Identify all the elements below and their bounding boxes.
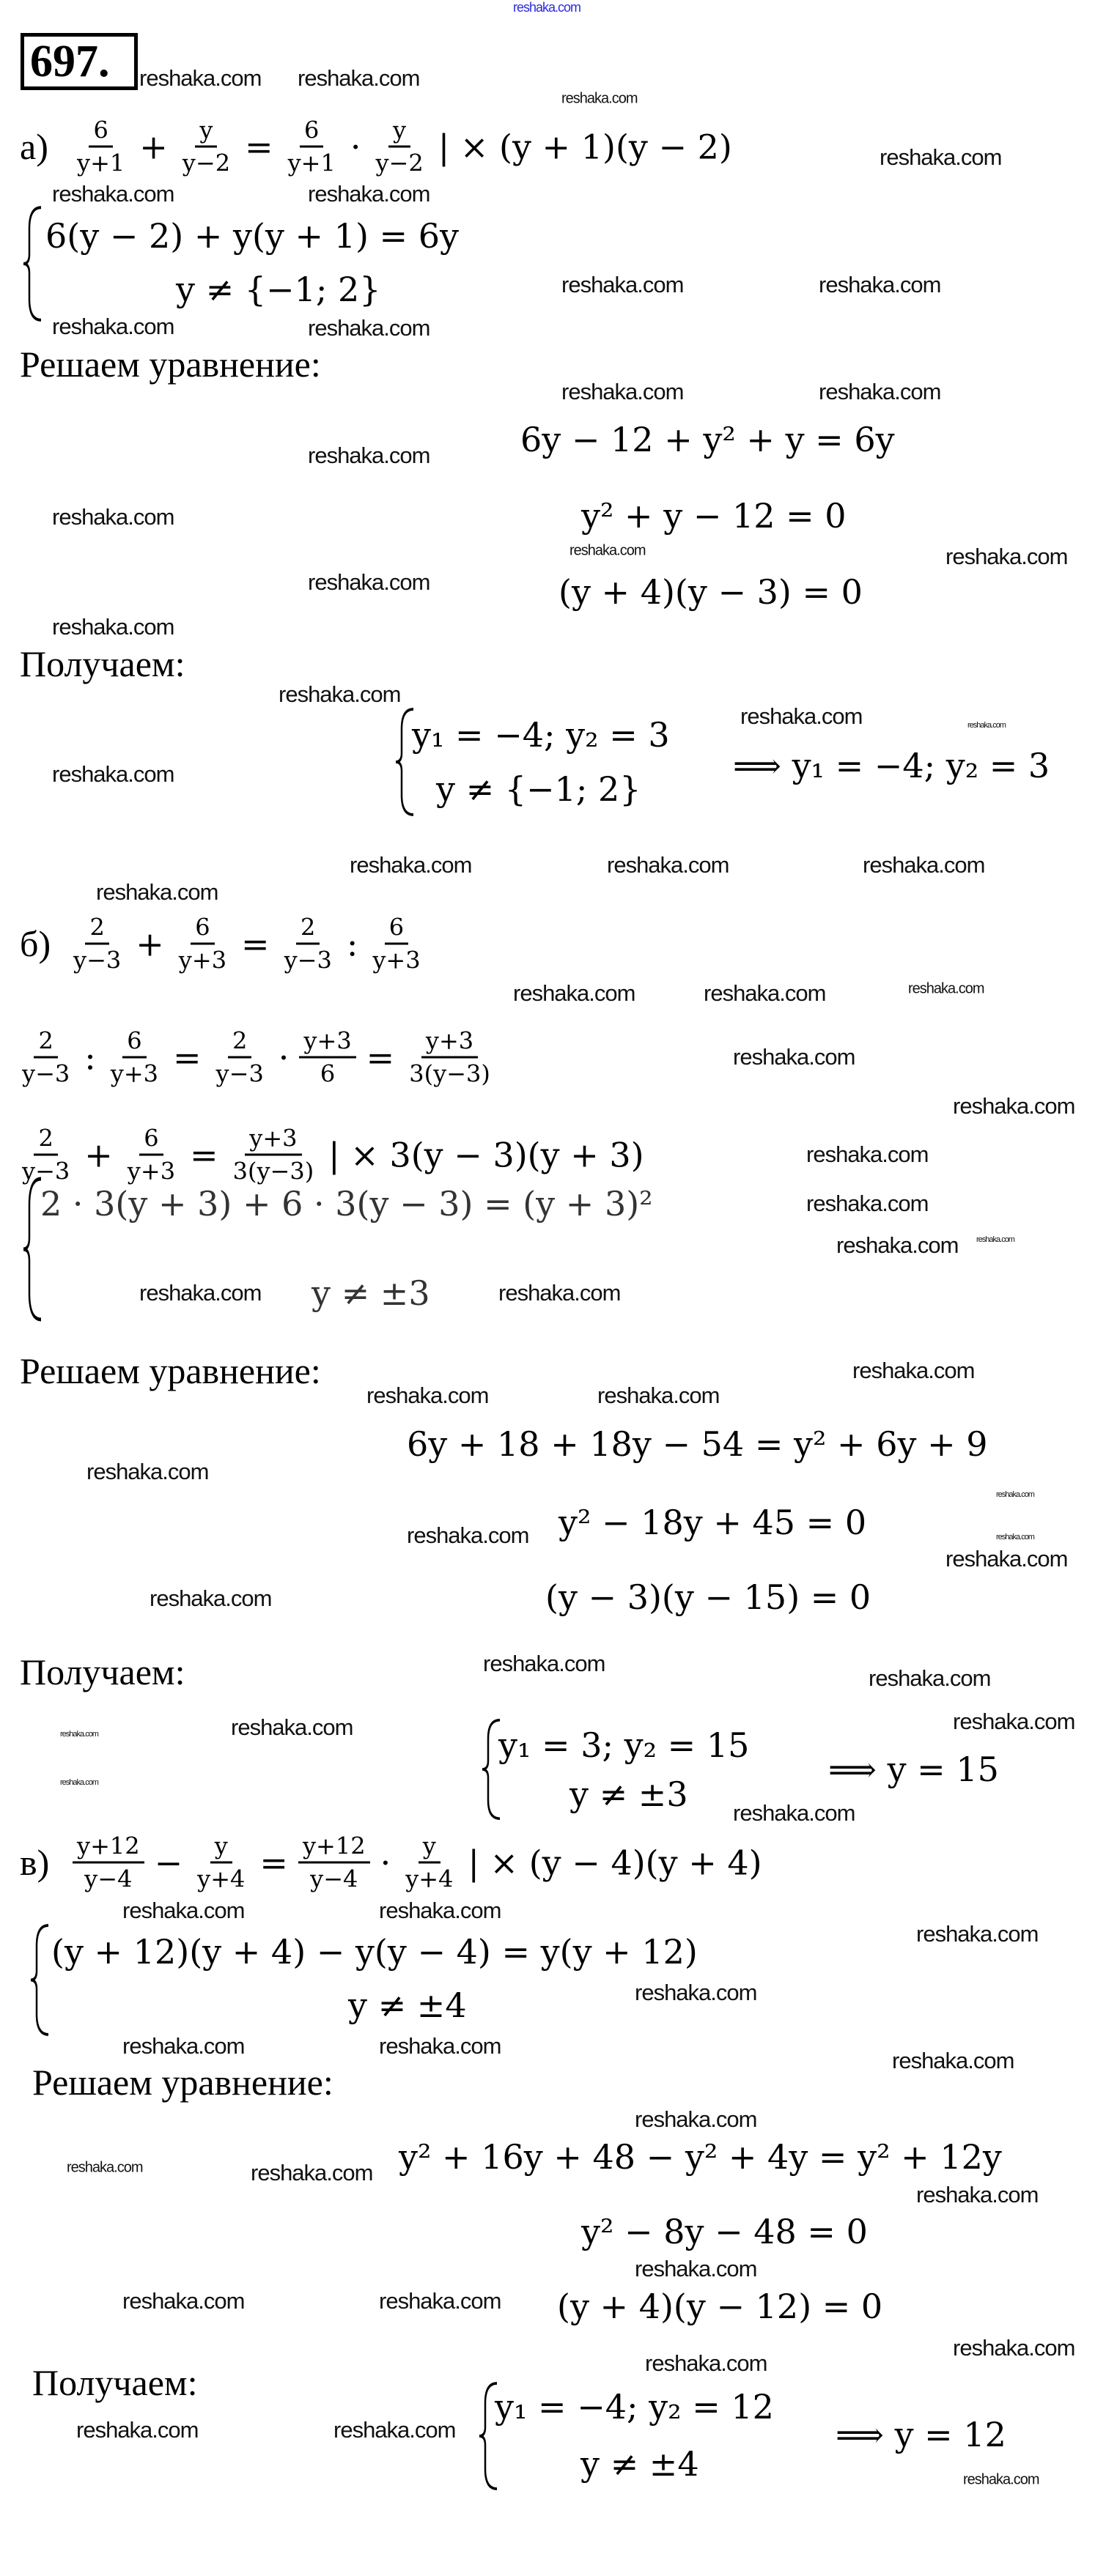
operator: = bbox=[173, 1037, 202, 1077]
part-b-result-line: y ≠ ±3 bbox=[569, 1774, 688, 1814]
part-a-result-label: Получаем: bbox=[20, 643, 185, 684]
denominator: y+4 bbox=[405, 1865, 454, 1893]
denominator: y−3 bbox=[215, 1059, 264, 1088]
part-a-result-line: y ≠ {−1; 2} bbox=[436, 769, 641, 809]
numerator: y+3 bbox=[245, 1125, 301, 1156]
numerator: 6 bbox=[122, 1027, 146, 1059]
watermark: reshaka.com bbox=[645, 2350, 767, 2376]
operator: = bbox=[190, 1135, 218, 1174]
watermark: reshaka.com bbox=[498, 1280, 621, 1306]
numerator: y+12 bbox=[298, 1832, 370, 1864]
watermark: reshaka.com bbox=[308, 569, 430, 595]
watermark: reshaka.com bbox=[379, 2033, 501, 2059]
watermark: reshaka.com bbox=[333, 2417, 456, 2443]
watermark: reshaka.com bbox=[379, 1898, 501, 1923]
multiplier-note: | × (y + 1)(y − 2) bbox=[438, 127, 732, 166]
numerator: 2 bbox=[34, 1125, 57, 1156]
operator: = bbox=[366, 1037, 395, 1077]
watermark: reshaka.com bbox=[60, 1730, 98, 1739]
watermark: reshaka.com bbox=[733, 1800, 855, 1826]
watermark: reshaka.com bbox=[996, 1490, 1034, 1499]
watermark: reshaka.com bbox=[561, 379, 684, 404]
watermark: reshaka.com bbox=[945, 544, 1068, 569]
part-a-equation bbox=[70, 116, 732, 177]
watermark: reshaka.com bbox=[150, 1585, 272, 1611]
fraction bbox=[174, 914, 231, 974]
watermark: reshaka.com bbox=[963, 2471, 1039, 2488]
fraction bbox=[298, 1832, 370, 1893]
denominator: y+3 bbox=[127, 1157, 176, 1185]
fraction bbox=[212, 1027, 268, 1088]
watermark: reshaka.com bbox=[231, 1714, 353, 1740]
part-b-step: (y − 3)(y − 15) = 0 bbox=[545, 1577, 871, 1617]
denominator: y−2 bbox=[375, 149, 424, 177]
part-b-equation bbox=[66, 914, 428, 974]
denominator: y−3 bbox=[284, 946, 332, 974]
part-a-system-line: y ≠ {−1; 2} bbox=[176, 270, 381, 309]
fraction bbox=[371, 116, 427, 177]
part-c-result-label: Получаем: bbox=[32, 2362, 198, 2403]
part-b-system-line: 2 · 3(y + 3) + 6 · 3(y − 3) = (y + 3)² bbox=[40, 1184, 653, 1224]
watermark: reshaka.com bbox=[52, 314, 174, 339]
watermark: reshaka.com bbox=[953, 1093, 1075, 1119]
watermark: reshaka.com bbox=[953, 1709, 1075, 1734]
fraction bbox=[106, 1027, 163, 1088]
watermark: reshaka.com bbox=[122, 2288, 245, 2314]
denominator: y+3 bbox=[372, 946, 421, 974]
watermark: reshaka.com bbox=[308, 443, 430, 468]
denominator: y−2 bbox=[182, 149, 231, 177]
watermark: reshaka.com bbox=[806, 1191, 929, 1216]
watermark: reshaka.com bbox=[407, 1522, 529, 1548]
numerator: 6 bbox=[385, 914, 408, 945]
denominator: y−4 bbox=[310, 1865, 358, 1893]
watermark: reshaka.com bbox=[366, 1383, 489, 1408]
part-a-label: а) bbox=[20, 126, 48, 167]
watermark: reshaka.com bbox=[836, 1232, 959, 1258]
multiplier-note: | × (y − 4)(y + 4) bbox=[468, 1843, 762, 1882]
part-a-step: (y + 4)(y − 3) = 0 bbox=[558, 572, 863, 612]
multiplier-note: | × 3(y − 3)(y + 3) bbox=[328, 1135, 644, 1174]
watermark: reshaka.com bbox=[976, 1235, 1014, 1244]
part-b-result-line: y₁ = 3; y₂ = 15 bbox=[498, 1725, 750, 1765]
watermark: reshaka.com bbox=[569, 542, 646, 559]
watermark: reshaka.com bbox=[60, 1778, 98, 1787]
operator: = bbox=[245, 127, 273, 166]
watermark: reshaka.com bbox=[996, 1533, 1034, 1541]
watermark: reshaka.com bbox=[139, 1280, 262, 1306]
watermark: reshaka.com bbox=[704, 980, 826, 1006]
watermark: reshaka.com bbox=[863, 852, 985, 878]
numerator: 6 bbox=[300, 116, 323, 148]
part-c-equation bbox=[70, 1832, 762, 1893]
watermark: reshaka.com bbox=[597, 1383, 720, 1408]
problem-number: 697. bbox=[21, 33, 138, 90]
operator: : bbox=[84, 1037, 96, 1077]
watermark: reshaka.com bbox=[908, 980, 984, 997]
numerator: y bbox=[388, 116, 410, 148]
denominator: 3(y−3) bbox=[232, 1157, 314, 1185]
part-a-step: 6y − 12 + y² + y = 6y bbox=[520, 420, 895, 459]
watermark: reshaka.com bbox=[350, 852, 472, 878]
part-b-label: б) bbox=[20, 923, 51, 964]
fraction bbox=[401, 1832, 457, 1893]
numerator: 6 bbox=[139, 1125, 163, 1156]
watermark: reshaka.com bbox=[122, 2033, 245, 2059]
fraction bbox=[18, 1027, 74, 1088]
numerator: y+12 bbox=[73, 1832, 144, 1864]
watermark: reshaka.com bbox=[76, 2417, 199, 2443]
part-c-answer: ⟹ y = 12 bbox=[836, 2415, 1006, 2454]
watermark: reshaka.com bbox=[916, 1921, 1039, 1947]
watermark: reshaka.com bbox=[122, 1898, 245, 1923]
fraction bbox=[178, 116, 235, 177]
fraction bbox=[73, 116, 129, 177]
watermark: reshaka.com bbox=[308, 315, 430, 341]
part-b-equation-multiplied bbox=[15, 1125, 644, 1185]
watermark: reshaka.com bbox=[52, 181, 174, 207]
part-c-solve-label: Решаем уравнение: bbox=[32, 2062, 333, 2103]
fraction bbox=[193, 1832, 249, 1893]
denominator: 6 bbox=[320, 1059, 336, 1088]
watermark: reshaka.com bbox=[561, 272, 684, 297]
operator: = bbox=[259, 1843, 288, 1882]
watermark: reshaka.com bbox=[251, 2160, 373, 2185]
watermark: reshaka.com bbox=[96, 879, 218, 905]
part-b-result-label: Получаем: bbox=[20, 1651, 185, 1692]
denominator: y+1 bbox=[287, 149, 336, 177]
watermark: reshaka.com bbox=[561, 90, 638, 107]
part-a-system-line: 6(y − 2) + y(y + 1) = 6y bbox=[45, 216, 459, 256]
numerator: 2 bbox=[34, 1027, 57, 1059]
numerator: y+3 bbox=[421, 1027, 478, 1059]
operator: · bbox=[350, 127, 361, 166]
part-b-solve-label: Решаем уравнение: bbox=[20, 1350, 321, 1391]
watermark: reshaka.com bbox=[916, 2182, 1039, 2207]
part-a-solve-label: Решаем уравнение: bbox=[20, 344, 321, 385]
watermark: reshaka.com bbox=[308, 181, 430, 207]
part-c-step: y² + 16y + 48 − y² + 4y = y² + 12y bbox=[399, 2137, 1002, 2177]
watermark: reshaka.com bbox=[733, 1044, 855, 1070]
numerator: y bbox=[210, 1832, 232, 1864]
denominator: y−4 bbox=[84, 1865, 133, 1893]
operator: + bbox=[139, 127, 168, 166]
watermark: reshaka.com bbox=[740, 703, 863, 729]
watermark: reshaka.com bbox=[379, 2288, 501, 2314]
watermark: reshaka.com bbox=[635, 2106, 757, 2132]
denominator: y+3 bbox=[178, 946, 227, 974]
watermark: reshaka.com bbox=[52, 504, 174, 530]
watermark: reshaka.com bbox=[819, 272, 941, 297]
part-c-system-line: y ≠ ±4 bbox=[348, 1985, 467, 2025]
watermark: reshaka.com bbox=[607, 852, 729, 878]
fraction bbox=[123, 1125, 180, 1185]
fraction bbox=[368, 914, 424, 974]
part-c-step: (y + 4)(y − 12) = 0 bbox=[557, 2287, 883, 2326]
part-c-result-line: y₁ = −4; y₂ = 12 bbox=[495, 2387, 774, 2427]
part-a-step: y² + y − 12 = 0 bbox=[581, 496, 847, 536]
operator: − bbox=[154, 1843, 183, 1882]
denominator: y−3 bbox=[73, 946, 122, 974]
part-c-label: в) bbox=[20, 1842, 50, 1883]
watermark: reshaka.com bbox=[635, 2256, 757, 2281]
denominator: y−3 bbox=[22, 1157, 70, 1185]
watermark: reshaka.com bbox=[635, 1980, 757, 2005]
numerator: 2 bbox=[296, 914, 320, 945]
watermark: reshaka.com bbox=[67, 2159, 143, 2176]
part-c-result-line: y ≠ ±4 bbox=[580, 2444, 699, 2484]
watermark: reshaka.com bbox=[86, 1459, 209, 1484]
numerator: 6 bbox=[191, 914, 214, 945]
part-c-step: y² − 8y − 48 = 0 bbox=[581, 2212, 868, 2251]
numerator: 2 bbox=[85, 914, 108, 945]
watermark: reshaka.com bbox=[869, 1665, 991, 1691]
denominator: y+4 bbox=[197, 1865, 246, 1893]
part-b-step: y² − 18y + 45 = 0 bbox=[558, 1503, 867, 1542]
part-b-answer: ⟹ y = 15 bbox=[828, 1750, 999, 1789]
denominator: 3(y−3) bbox=[409, 1059, 490, 1088]
watermark: reshaka.com bbox=[945, 1546, 1068, 1572]
watermark: reshaka.com bbox=[819, 379, 941, 404]
operator: + bbox=[136, 924, 164, 963]
watermark: reshaka.com bbox=[852, 1358, 975, 1383]
part-a-result-line: y₁ = −4; y₂ = 3 bbox=[412, 715, 670, 755]
system-brace-icon bbox=[22, 205, 44, 322]
watermark: reshaka.com bbox=[139, 65, 262, 91]
watermark: reshaka.com bbox=[513, 980, 635, 1006]
denominator: y+3 bbox=[110, 1059, 158, 1088]
part-c-system-line: (y + 12)(y + 4) − y(y − 4) = y(y + 12) bbox=[51, 1932, 698, 1972]
system-brace-icon bbox=[29, 1923, 51, 2037]
fraction bbox=[73, 1832, 144, 1893]
watermark: reshaka.com bbox=[279, 681, 401, 707]
watermark: reshaka.com bbox=[298, 65, 420, 91]
part-b-system-line: y ≠ ±3 bbox=[311, 1273, 430, 1313]
watermark: reshaka.com bbox=[52, 761, 174, 787]
operator: · bbox=[278, 1037, 290, 1077]
operator: · bbox=[380, 1843, 391, 1882]
top-watermark: reshaka.com bbox=[513, 0, 581, 15]
fraction bbox=[284, 116, 340, 177]
numerator: 2 bbox=[228, 1027, 251, 1059]
denominator: y+1 bbox=[77, 149, 125, 177]
watermark: reshaka.com bbox=[967, 721, 1006, 730]
watermark: reshaka.com bbox=[483, 1651, 605, 1676]
denominator: y−3 bbox=[22, 1059, 70, 1088]
watermark: reshaka.com bbox=[892, 2048, 1014, 2073]
watermark: reshaka.com bbox=[953, 2335, 1075, 2361]
part-b-transform bbox=[15, 1027, 498, 1088]
operator: = bbox=[241, 924, 270, 963]
fraction bbox=[229, 1125, 319, 1185]
numerator: y bbox=[195, 116, 217, 148]
fraction bbox=[299, 1027, 355, 1088]
operator: : bbox=[346, 924, 358, 963]
fraction bbox=[280, 914, 336, 974]
watermark: reshaka.com bbox=[52, 614, 174, 640]
numerator: 6 bbox=[89, 116, 112, 148]
part-a-answer: ⟹ y₁ = −4; y₂ = 3 bbox=[733, 746, 1050, 785]
watermark: reshaka.com bbox=[880, 144, 1002, 170]
watermark: reshaka.com bbox=[806, 1141, 929, 1167]
part-b-step: 6y + 18 + 18y − 54 = y² + 6y + 9 bbox=[407, 1424, 988, 1464]
operator: + bbox=[84, 1135, 113, 1174]
numerator: y+3 bbox=[299, 1027, 355, 1059]
fraction bbox=[69, 914, 125, 974]
numerator: y bbox=[419, 1832, 440, 1864]
fraction bbox=[405, 1027, 495, 1088]
